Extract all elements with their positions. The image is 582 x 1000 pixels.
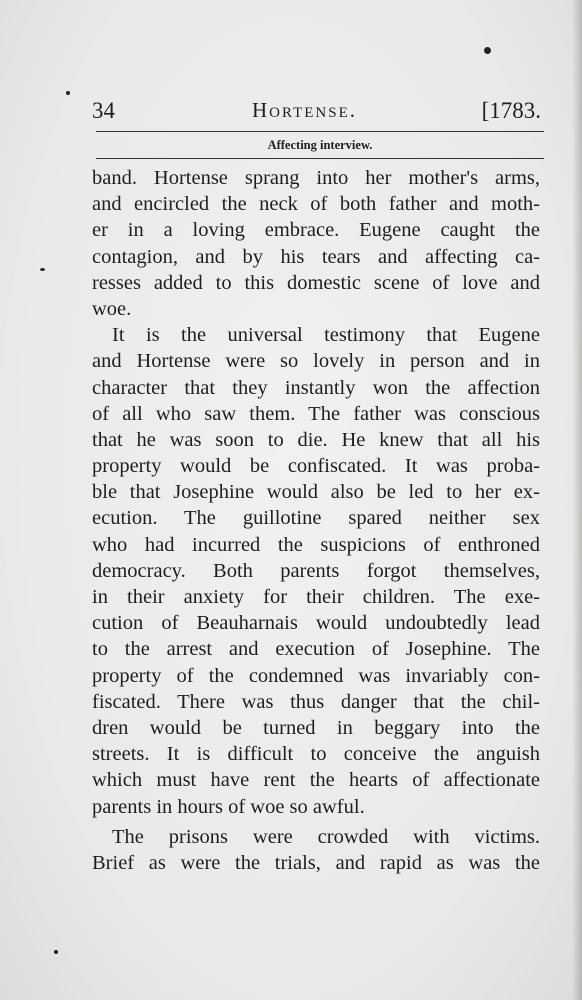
text-line: and encircled the neck of both father and moth- — [92, 193, 540, 216]
text-line: and Hortense were so lovely in person and in — [92, 350, 540, 373]
header-rule-top — [96, 131, 544, 132]
paper-speck — [40, 268, 45, 271]
running-title: Hortense. — [252, 98, 358, 122]
header-year: [1783. — [481, 98, 541, 123]
text-line: contagion, and by his tears and affecting ca- — [92, 245, 540, 268]
body-text — [92, 165, 540, 876]
text-line: resses added to this domestic scene of love and — [92, 271, 540, 294]
page-edge-shadow — [572, 0, 582, 1000]
text-line: property of the condemned was invariably con- — [92, 664, 540, 687]
paragraph-3 — [92, 824, 540, 876]
text-line: which must have rent the hearts of affectionate — [92, 769, 540, 792]
text-line: Brief as were the trials, and rapid as was the — [92, 851, 540, 874]
page-number: 34 — [92, 98, 115, 123]
text-line: streets. It is difficult to conceive the anguish — [92, 743, 540, 766]
text-line: to the arrest and execution of Josephine. The — [92, 638, 540, 661]
text-line: who had incurred the suspicions of enthroned — [92, 533, 540, 556]
section-subheading: Affecting interview. — [267, 138, 373, 152]
paragraph-1 — [92, 165, 540, 322]
text-line: fiscated. There was thus danger that the chil- — [92, 690, 540, 713]
text-line: cution of Beauharnais would undoubtedly lead — [92, 612, 540, 635]
paragraph-2 — [92, 322, 540, 820]
text-line: er in a loving embrace. Eugene caught the — [92, 219, 540, 242]
text-line: of all who saw them. The father was conscious — [92, 402, 540, 425]
text-line: democracy. Both parents forgot themselves, — [92, 559, 540, 582]
text-line: character that they instantly won the affection — [92, 376, 540, 399]
paper-speck — [66, 91, 70, 95]
paper-speck — [484, 47, 491, 54]
text-line: band. Hortense sprang into her mother's arms, — [92, 167, 540, 189]
text-line: ecution. The guillotine spared neither sex — [92, 507, 540, 530]
text-line: The prisons were crowded with victims. — [112, 825, 540, 848]
text-line: property would be confiscated. It was proba- — [92, 455, 540, 478]
text-line: woe. — [92, 297, 132, 320]
text-line: ble that Josephine would also be led to her ex- — [92, 481, 540, 504]
text-line: dren would be turned in beggary into the — [92, 716, 540, 739]
text-line: in their anxiety for their children. The exe- — [92, 586, 540, 608]
header-rule-bottom — [96, 158, 544, 159]
text-line: that he was soon to die. He knew that all his — [92, 428, 540, 451]
text-line: It is the universal testimony that Eugene — [112, 324, 540, 347]
text-line: parents in hours of woe so awful. — [92, 795, 365, 818]
paper-speck — [54, 950, 58, 954]
running-header — [92, 98, 541, 126]
